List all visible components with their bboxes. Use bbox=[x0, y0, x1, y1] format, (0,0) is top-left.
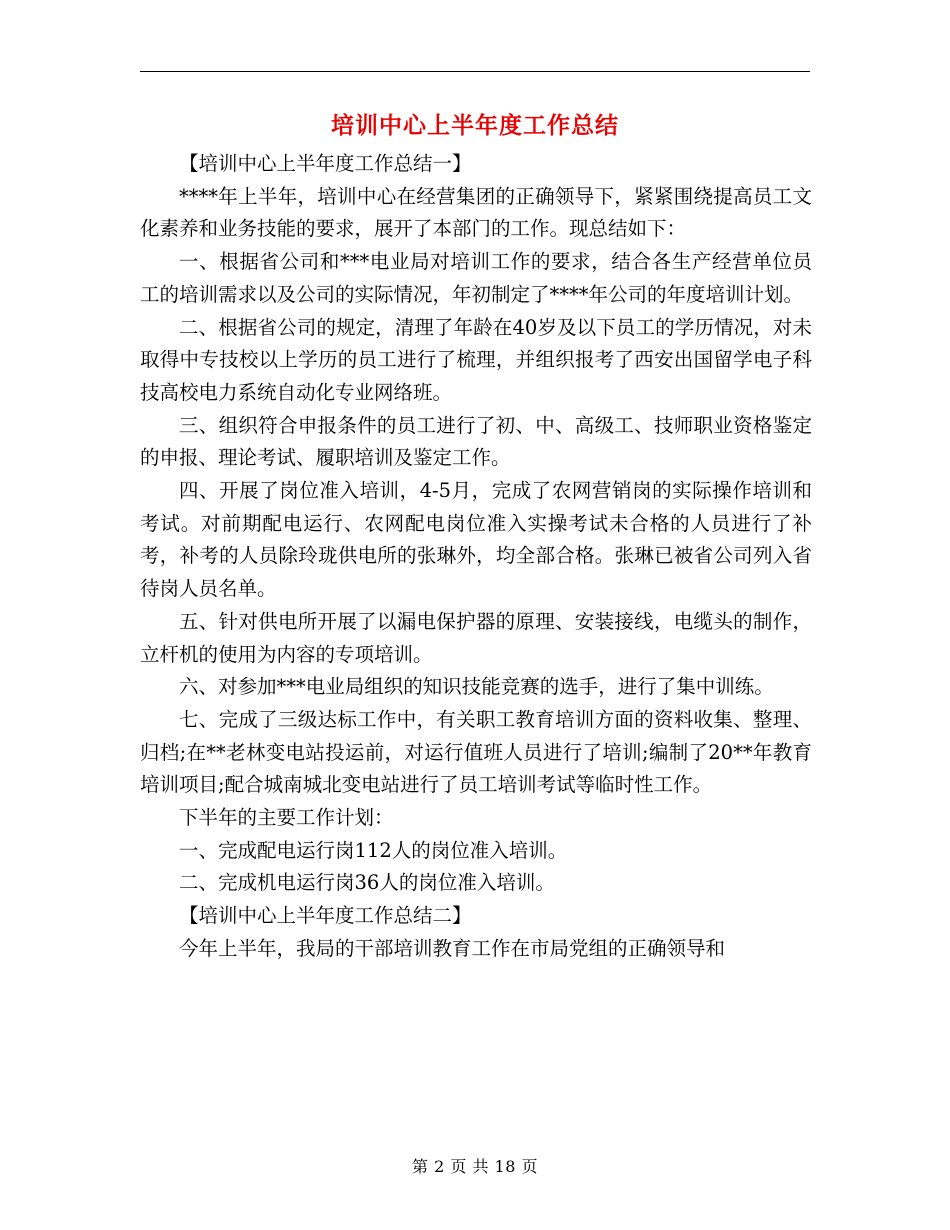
paragraph-item-7: 七、完成了三级达标工作中，有关职工教育培训方面的资料收集、整理、归档;在**老林变电站投运前，对运行值班人员进行了培训;编制了20**年教育培训项目;配合城南城北变电站进行了员工培训考试等临时性工作。 bbox=[140, 707, 812, 797]
paragraph-item-3: 三、组织符合申报条件的员工进行了初、中、高级工、技师职业资格鉴定的申报、理论考试、履职培训及鉴定工作。 bbox=[140, 413, 812, 470]
section-heading-2: 【培训中心上半年度工作总结二】 bbox=[179, 904, 472, 928]
section-heading-1: 【培训中心上半年度工作总结一】 bbox=[179, 152, 472, 175]
plan-item-2: 二、完成机电运行岗36人的岗位准入培训。 bbox=[179, 871, 555, 895]
paragraph-item-1: 一、根据省公司和***电业局对培训工作的要求，结合各生产经营单位员工的培训需求以及公司的实际情况，年初制定了****年公司的年度培训计划。 bbox=[140, 250, 812, 306]
paragraph-item-4: 四、开展了岗位准入培训，4-5月，完成了农网营销岗的实际操作培训和考试。对前期配电运行、农网配电岗位准入实操考试未合格的人员进行了补考，补考的人员除玲珑供电所的张琳外，均全部合格。张琳已被省公司列入省待岗人员名单。 bbox=[140, 479, 812, 601]
plan-heading: 下半年的主要工作计划： bbox=[179, 806, 394, 830]
paragraph-section-2-intro: 今年上半年，我局的干部培训教育工作在市局党组的正确领导和 bbox=[179, 936, 726, 960]
document-title: 培训中心上半年度工作总结 bbox=[331, 113, 619, 139]
page-number-footer: 第 2 页 共 18 页 bbox=[412, 1157, 538, 1176]
header-rule bbox=[140, 71, 810, 72]
paragraph-item-6: 六、对参加***电业局组织的知识技能竞赛的选手，进行了集中训练。 bbox=[179, 675, 774, 699]
document-body bbox=[140, 148, 812, 966]
paragraph-item-2: 二、根据省公司的规定，清理了年龄在40岁及以下员工的学历情况，对未取得中专技校以上学历的员工进行了梳理，并组织报考了西安出国留学电子科技高校电力系统自动化专业网络班。 bbox=[140, 315, 812, 404]
paragraph-item-5: 五、针对供电所开展了以漏电保护器的原理、安装接线，电缆头的制作，立杆机的使用为内容的专项培训。 bbox=[140, 609, 812, 666]
paragraph-intro: ****年上半年，培训中心在经营集团的正确领导下，紧紧围绕提高员工文化素养和业务技能的要求，展开了本部门的工作。现总结如下： bbox=[140, 184, 812, 241]
plan-item-1: 一、完成配电运行岗112人的岗位准入培训。 bbox=[179, 838, 568, 862]
